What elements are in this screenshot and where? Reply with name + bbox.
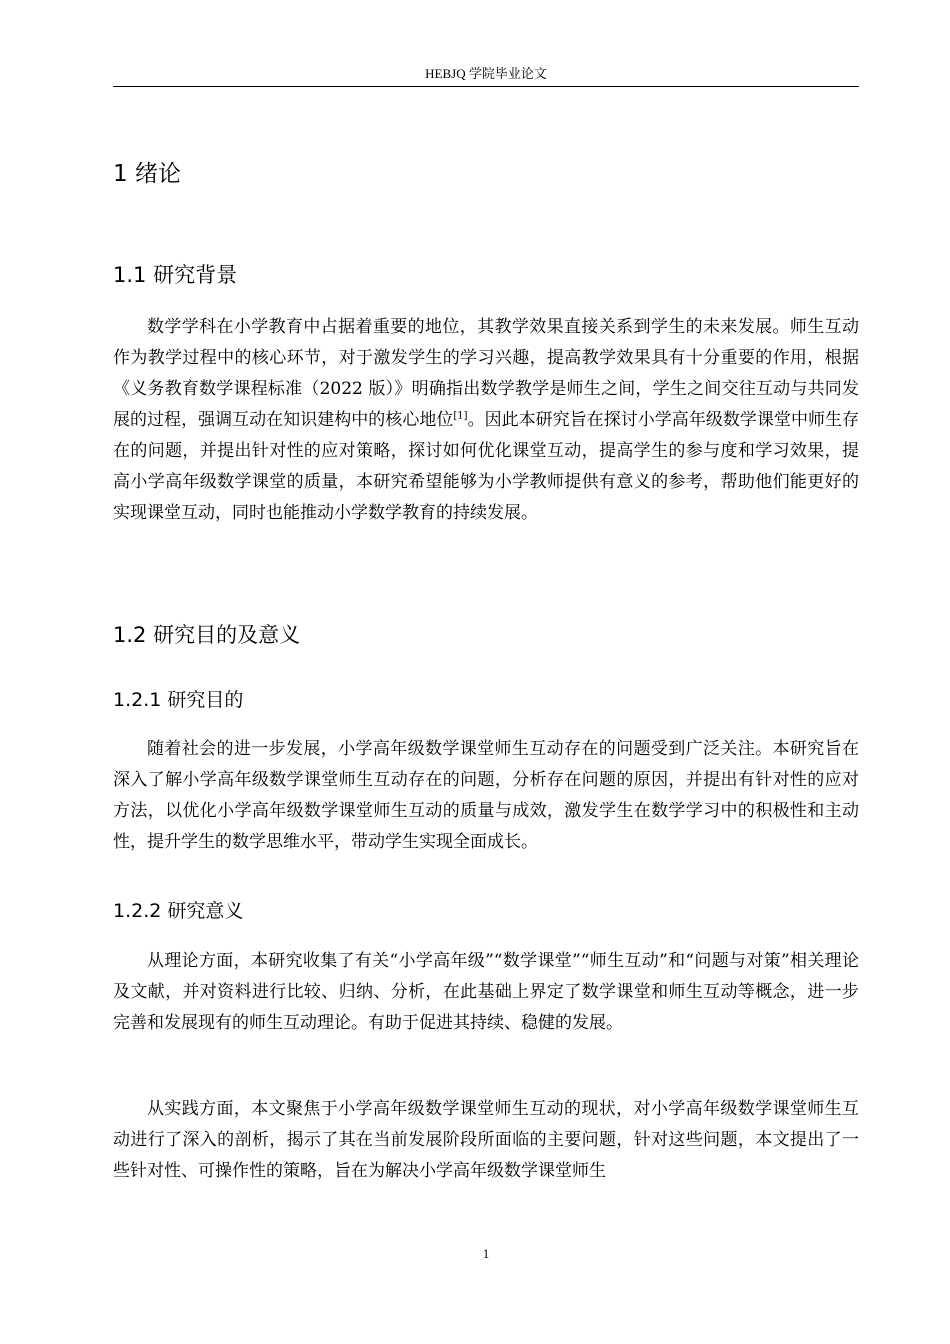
header-divider — [113, 86, 859, 87]
citation-reference[interactable]: [1] — [453, 410, 468, 422]
section-1-2-1-title: 1.2.1 研究目的 — [113, 689, 244, 711]
significance-theory-paragraph: 从理论方面，本研究收集了有关“小学高年级”“数学课堂”“师生互动”和“问题与对策”相关理论及文献，并对资料进行比较、归纳、分析，在此基础上界定了数学课堂和师生互动等概念，进一步完善和发展现有的师生互动理论。有助于促进其持续、稳健的发展。 — [113, 951, 859, 1033]
section-1-1-title: 1.1 研究背景 — [113, 263, 238, 287]
background-paragraph — [113, 312, 859, 529]
purpose-paragraph: 随着社会的进一步发展，小学高年级数学课堂师生互动存在的问题受到广泛关注。本研究旨在深入了解小学高年级数学课堂师生互动存在的问题，分析存在问题的原因，并提出有针对性的应对方法，以优化小学高年级数学课堂师生互动的质量与成效，激发学生在数学学习中的积极性和主动性，提升学生的数学思维水平，带动学生实现全面成长。 — [113, 739, 859, 852]
section-1-2-title: 1.2 研究目的及意义 — [113, 623, 301, 647]
background-text-after-citation: 。因此本研究旨在探讨小学高年级数学课堂中师生存在的问题，并提出针对性的应对策略，探讨如何优化课堂互动，提高学生的参与度和学习效果，提高小学高年级数学课堂的质量，本研究希望能够为小学教师提供有意义的参考，帮助他们能更好的实现课堂互动，同时也能推动小学数学教育的持续发展。 — [113, 410, 860, 523]
page-header: HEBJQ 学院毕业论文 — [425, 66, 547, 81]
chapter-title: 1 绪论 — [113, 161, 181, 187]
background-text-before-citation: 数学学科在小学教育中占据着重要的地位，其教学效果直接关系到学生的未来发展。师生互动作为教学过程中的核心环节，对于激发学生的学习兴趣，提高教学效果具有十分重要的作用，根据《义务教育数学课程标准（2022 版）》明确指出数学教学是师生之间，学生之间交往互动与共同发展的过程，强调互动在知识建构中的核心地位 — [113, 317, 859, 430]
page-number: 1 — [482, 1246, 490, 1261]
significance-practice-paragraph: 从实践方面，本文聚焦于小学高年级数学课堂师生互动的现状，对小学高年级数学课堂师生互动进行了深入的剖析，揭示了其在当前发展阶段所面临的主要问题，针对这些问题，本文提出了一些针对性、可操作性的策略，旨在为解决小学高年级数学课堂师生 — [113, 1099, 859, 1181]
section-1-2-2-title: 1.2.2 研究意义 — [113, 900, 244, 922]
